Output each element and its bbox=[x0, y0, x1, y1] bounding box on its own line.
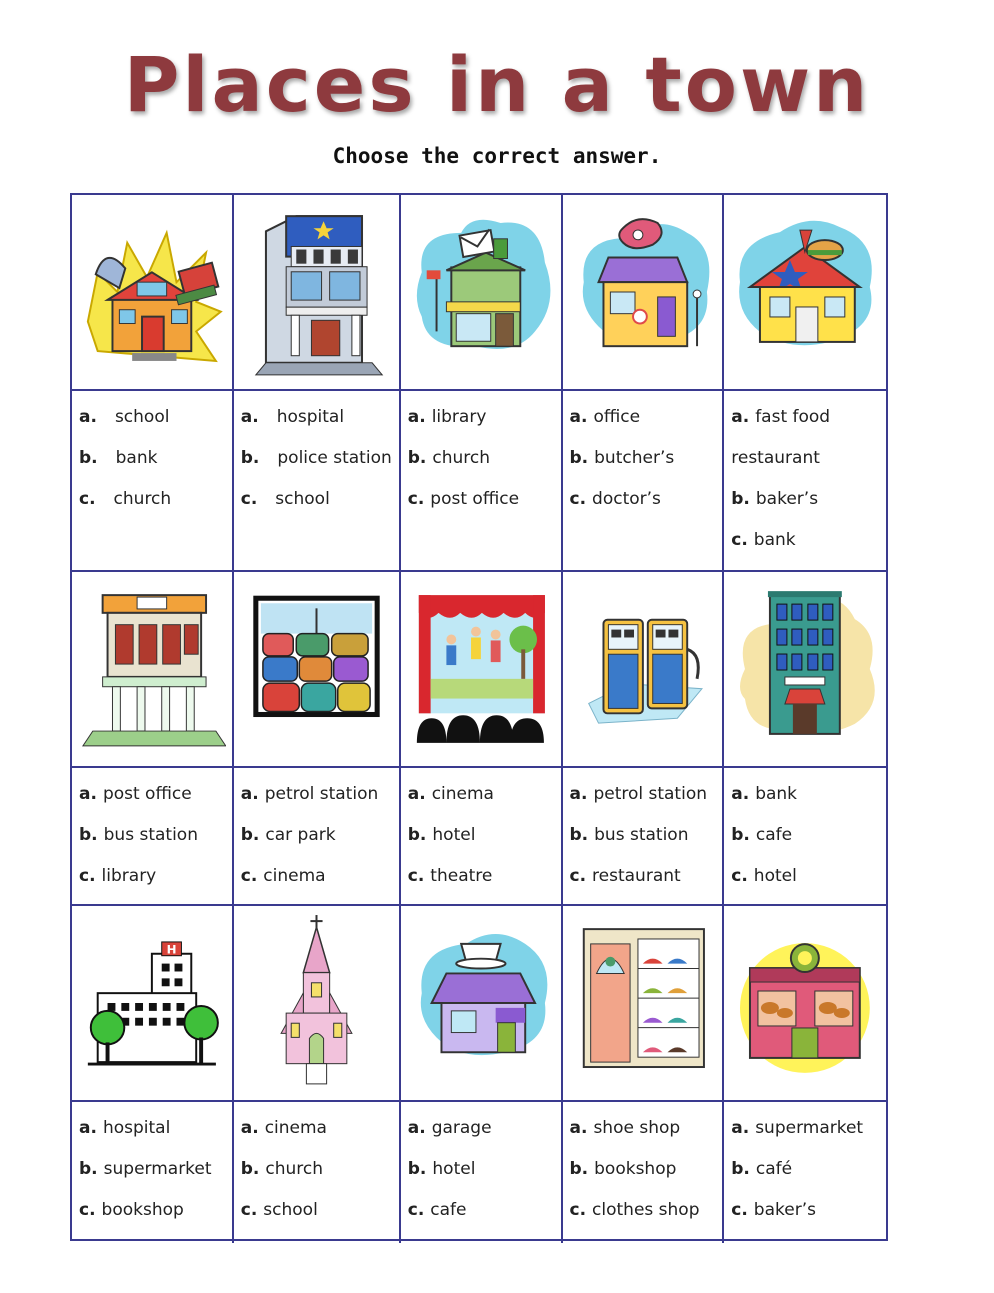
option-c[interactable]: c. cinema bbox=[240, 866, 326, 886]
cafe-icon bbox=[407, 912, 555, 1094]
question-13 bbox=[401, 1102, 563, 1243]
question-9 bbox=[563, 768, 725, 906]
option-b[interactable]: b. bank bbox=[79, 448, 158, 468]
instructions: Choose the correct answer. bbox=[332, 144, 662, 168]
option-c[interactable]: c. school bbox=[240, 1200, 318, 1220]
option-b[interactable]: b. butcher’s bbox=[569, 448, 675, 468]
option-b[interactable]: b. church bbox=[407, 448, 491, 468]
option-b[interactable]: b. bus station bbox=[79, 825, 198, 845]
bakers-icon bbox=[730, 912, 880, 1094]
option-a[interactable]: a. cinema bbox=[407, 784, 494, 804]
picture-cell bbox=[563, 572, 725, 768]
option-a[interactable]: a. library bbox=[407, 407, 487, 427]
option-a[interactable]: a. petrol station bbox=[240, 784, 379, 804]
option-b[interactable]: b. baker’s bbox=[731, 489, 819, 509]
post-office-icon bbox=[407, 201, 555, 383]
picture-cell bbox=[234, 195, 401, 391]
option-c[interactable]: c. library bbox=[79, 866, 157, 886]
option-b[interactable]: b. hotel bbox=[407, 825, 476, 845]
option-c[interactable]: c. bank bbox=[731, 530, 796, 550]
option-a[interactable]: a. garage bbox=[407, 1118, 492, 1138]
question-4 bbox=[563, 391, 725, 572]
picture-cell bbox=[563, 906, 725, 1102]
option-a[interactable]: a. hospital bbox=[240, 407, 345, 427]
question-3 bbox=[401, 391, 563, 572]
picture-cell bbox=[724, 572, 886, 768]
option-c[interactable]: c. cafe bbox=[407, 1200, 467, 1220]
picture-cell bbox=[401, 906, 563, 1102]
option-a[interactable]: a. hospital bbox=[79, 1118, 171, 1138]
option-a[interactable]: a. bank bbox=[731, 784, 798, 804]
picture-cell bbox=[401, 572, 563, 768]
option-b[interactable]: b. bus station bbox=[569, 825, 689, 845]
option-b[interactable]: b. supermarket bbox=[79, 1159, 212, 1179]
school-icon bbox=[78, 201, 226, 383]
option-b[interactable]: b. car park bbox=[240, 825, 336, 845]
question-10 bbox=[724, 768, 886, 906]
option-c[interactable]: c. doctor’s bbox=[569, 489, 661, 509]
police-station-icon bbox=[240, 201, 393, 383]
question-12 bbox=[234, 1102, 401, 1243]
question-6 bbox=[72, 768, 234, 906]
option-b[interactable]: b. hotel bbox=[407, 1159, 476, 1179]
option-c[interactable]: c. post office bbox=[407, 489, 520, 509]
question-15 bbox=[724, 1102, 886, 1243]
question-1 bbox=[72, 391, 234, 572]
church-icon bbox=[240, 912, 393, 1094]
option-a[interactable]: a. shoe shop bbox=[569, 1118, 681, 1138]
option-c[interactable]: c. baker’s bbox=[731, 1200, 816, 1220]
hotel-icon bbox=[730, 578, 880, 760]
quiz-grid bbox=[70, 193, 888, 1241]
fast-food-restaurant-icon bbox=[730, 201, 880, 383]
option-c[interactable]: c. clothes shop bbox=[569, 1200, 700, 1220]
picture-cell bbox=[563, 195, 725, 391]
svg-text:H: H bbox=[166, 942, 177, 957]
question-5 bbox=[724, 391, 886, 572]
question-11 bbox=[72, 1102, 234, 1243]
car-park-icon bbox=[240, 578, 393, 760]
library-icon bbox=[78, 578, 226, 760]
picture-cell bbox=[401, 195, 563, 391]
option-c[interactable]: c. church bbox=[79, 489, 172, 509]
option-a[interactable]: a. fast food restaurant bbox=[731, 407, 831, 468]
option-c[interactable]: c. restaurant bbox=[569, 866, 681, 886]
picture-cell bbox=[72, 906, 234, 1102]
option-a[interactable]: a. school bbox=[79, 407, 170, 427]
theatre-icon bbox=[407, 578, 555, 760]
picture-cell bbox=[724, 906, 886, 1102]
option-c[interactable]: c. bookshop bbox=[79, 1200, 184, 1220]
hospital-icon bbox=[78, 912, 226, 1094]
picture-cell bbox=[72, 195, 234, 391]
option-a[interactable]: a. supermarket bbox=[731, 1118, 864, 1138]
option-b[interactable]: b. bookshop bbox=[569, 1159, 677, 1179]
option-b[interactable]: b. cafe bbox=[731, 825, 793, 845]
shoe-shop-icon bbox=[569, 912, 717, 1094]
option-a[interactable]: a. petrol station bbox=[569, 784, 708, 804]
option-c[interactable]: c. theatre bbox=[407, 866, 493, 886]
question-8 bbox=[401, 768, 563, 906]
option-a[interactable]: a. post office bbox=[79, 784, 192, 804]
picture-cell bbox=[72, 572, 234, 768]
option-a[interactable]: a. office bbox=[569, 407, 641, 427]
petrol-station-icon bbox=[569, 578, 717, 760]
question-7 bbox=[234, 768, 401, 906]
option-b[interactable]: b. church bbox=[240, 1159, 324, 1179]
option-a[interactable]: a. cinema bbox=[240, 1118, 327, 1138]
question-2 bbox=[234, 391, 401, 572]
butchers-icon bbox=[569, 201, 717, 383]
option-b[interactable]: b. café bbox=[731, 1159, 793, 1179]
option-b[interactable]: b. police station bbox=[240, 448, 392, 468]
picture-cell bbox=[724, 195, 886, 391]
worksheet-title: Places in a town bbox=[123, 40, 871, 129]
picture-cell bbox=[234, 906, 401, 1102]
option-c[interactable]: c. hotel bbox=[731, 866, 797, 886]
option-c[interactable]: c. school bbox=[240, 489, 330, 509]
question-14 bbox=[563, 1102, 725, 1243]
picture-cell bbox=[234, 572, 401, 768]
